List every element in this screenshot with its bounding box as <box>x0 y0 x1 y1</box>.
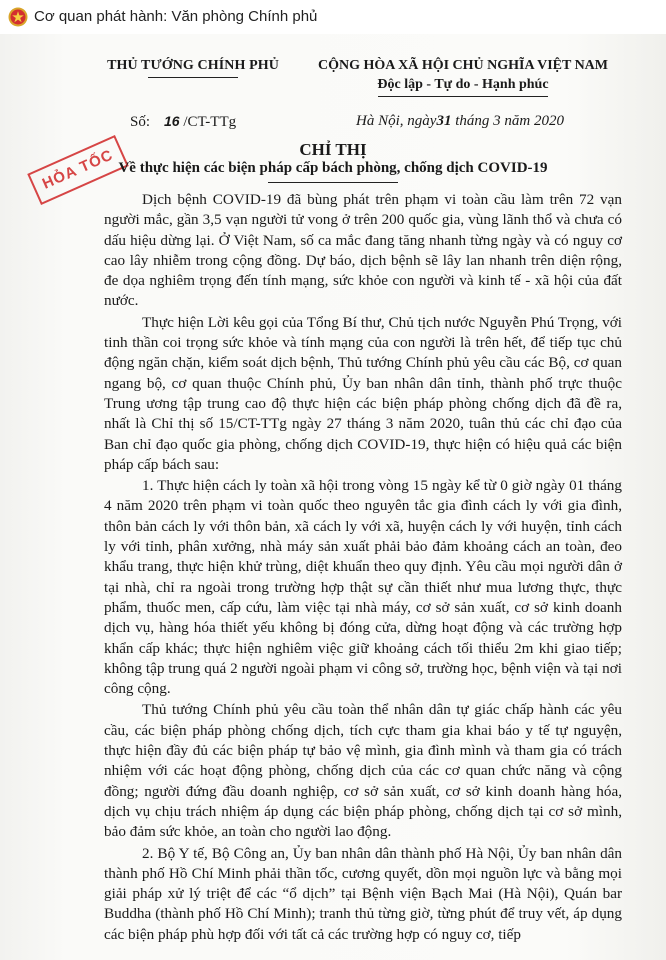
paragraph-2: Thực hiện Lời kêu gọi của Tổng Bí thư, Chủ tịch nước Nguyễn Phú Trọng, với tinh thần coi trọng sức khỏe và tính mạng của con người là trên hết, để tiếp tục chủ động ngăn chặn, kiểm soát dịch bệnh, Thủ tướng Chính phủ yêu cầu các Bộ, cơ quan ngang bộ, cơ quan thuộc Chính phủ, Ủy ban nhân dân tỉnh, thành phố trực thuộc Trung ương tập trung cao độ thực hiện các biện pháp phòng chống dịch đã đề ra, nhất là Chỉ thị số 15/CT-TTg ngày 27 tháng 3 năm 2020, tuân thủ các chỉ đạo của Ban chỉ đạo quốc gia phòng, chống dịch COVID-19, thực hiện có hiệu quả các biện pháp cấp bách sau: <box>104 313 622 473</box>
paragraph-5: 2. Bộ Y tế, Bộ Công an, Ủy ban nhân dân thành phố Hà Nội, Ủy ban nhân dân thành phố Hồ Chí Minh phải thần tốc, cương quyết, dồn mọi nguồn lực và bằng mọi giải pháp xử lý triệt để các “ổ dịch” tại Bệnh viện Bạch Mai (Hà Nội), Quán bar Buddha (thành phố Hồ Chí Minh); tranh thủ từng giờ, từng phút để truy vết, áp dụng các biện pháp phù hợp đối với tất cả các trường hợp có nguy cơ, tiếp <box>104 844 622 943</box>
dateline <box>300 113 620 130</box>
document-subtitle: Về thực hiện các biện pháp cấp bách phòng, chống dịch COVID-19 <box>118 160 548 176</box>
agency-name: THỦ TƯỚNG CHÍNH PHỦ <box>107 58 279 73</box>
issuer-label: Cơ quan phát hành: Văn phòng Chính phủ <box>34 8 318 25</box>
date-day: 31 <box>436 113 452 129</box>
paragraph-4: Thủ tướng Chính phủ yêu cầu toàn thể nhân dân tự giác chấp hành các yêu cầu, các biện pháp phòng chống dịch, tích cực tham gia khai báo y tế tự nguyện, thực hiện đầy đủ các biện pháp tự bảo vệ mình, gia đình mình và tham gia có trách nhiệm với các hoạt động phòng, chống dịch của các cơ quan chức năng và cộng đồng; người đứng đầu doanh nghiệp, cơ sở sản xuất, cơ sở kinh doanh hàng hóa, dịch vụ chịu trách nhiệm áp dụng các biện pháp phòng, chống dịch tại cơ sở mình, bảo đảm sức khỏe, an toàn cho người lao động. <box>104 701 622 841</box>
motto-underline <box>378 96 548 97</box>
number-suffix: /CT-TTg <box>183 114 237 130</box>
document-number <box>130 113 236 131</box>
number-value: 16 <box>164 113 180 129</box>
document-subtitle-block <box>110 160 556 183</box>
paragraph-3: 1. Thực hiện cách ly toàn xã hội trong vòng 15 ngày kể từ 0 giờ ngày 01 tháng 4 năm 2020 trên phạm vi toàn quốc theo nguyên tắc gia đình cách ly với gia đình, thôn bản cách ly với thôn bản, xã cách ly với xã, huyện cách ly với huyện, tỉnh cách ly với tỉnh, phân xưởng, nhà máy sản xuất phải bảo đảm khoảng cách an toàn, đeo khẩu trang, thực hiện khử trùng, diệt khuẩn theo quy định. Yêu cầu mọi người dân ở tại nhà, chỉ ra ngoài trong trường hợp thật sự cần thiết như mua lương thực, thực phẩm, thuốc men, cấp cứu, làm việc tại nhà máy, cơ sở sản xuất, cơ sở kinh doanh dịch vụ, hàng hóa thiết yếu không bị đóng cửa, dừng hoạt động và các trường hợp khẩn cấp khác; thực hiện nghiêm việc giữ khoảng cách tối thiểu 2m khi giao tiếp; không tập trung quá 2 người ngoài phạm vi công sở, trường học, bệnh viện và tại nơi công cộng. <box>104 477 622 698</box>
paragraph-1: Dịch bệnh COVID-19 đã bùng phát trên phạm vi toàn cầu làm trên 72 vạn người mắc, gần 3,5 vạn người tử vong ở trên 200 quốc gia, vùng lãnh thổ và chưa có dấu hiệu dừng lại. Ở Việt Nam, số ca mắc đang tăng nhanh từng ngày và có nguy cơ cao lây nhiễm trong cộng đồng. Dự báo, dịch bệnh sẽ lây lan nhanh trên diện rộng, đe dọa nghiêm trọng đến tính mạng, sức khỏe con người và kinh tế - xã hội của đất nước. <box>104 191 622 310</box>
national-motto: Độc lập - Tự do - Hạnh phúc <box>377 77 549 92</box>
urgent-stamp: HỎA TỐC <box>27 135 129 205</box>
document-title: CHỈ THỊ <box>299 140 367 159</box>
national-header <box>300 58 626 97</box>
date-prefix: Hà Nội, ngày <box>356 113 437 129</box>
top-bar <box>0 0 666 34</box>
nation-name: CỘNG HÒA XÃ HỘI CHỦ NGHĨA VIỆT NAM <box>317 58 608 73</box>
subtitle-underline <box>268 182 398 183</box>
national-emblem-icon <box>8 7 28 27</box>
agency-block <box>98 58 288 78</box>
date-suffix: tháng 3 năm 2020 <box>455 113 564 129</box>
number-label: Số: <box>130 114 151 130</box>
agency-underline <box>148 77 238 78</box>
document-body <box>104 190 622 946</box>
